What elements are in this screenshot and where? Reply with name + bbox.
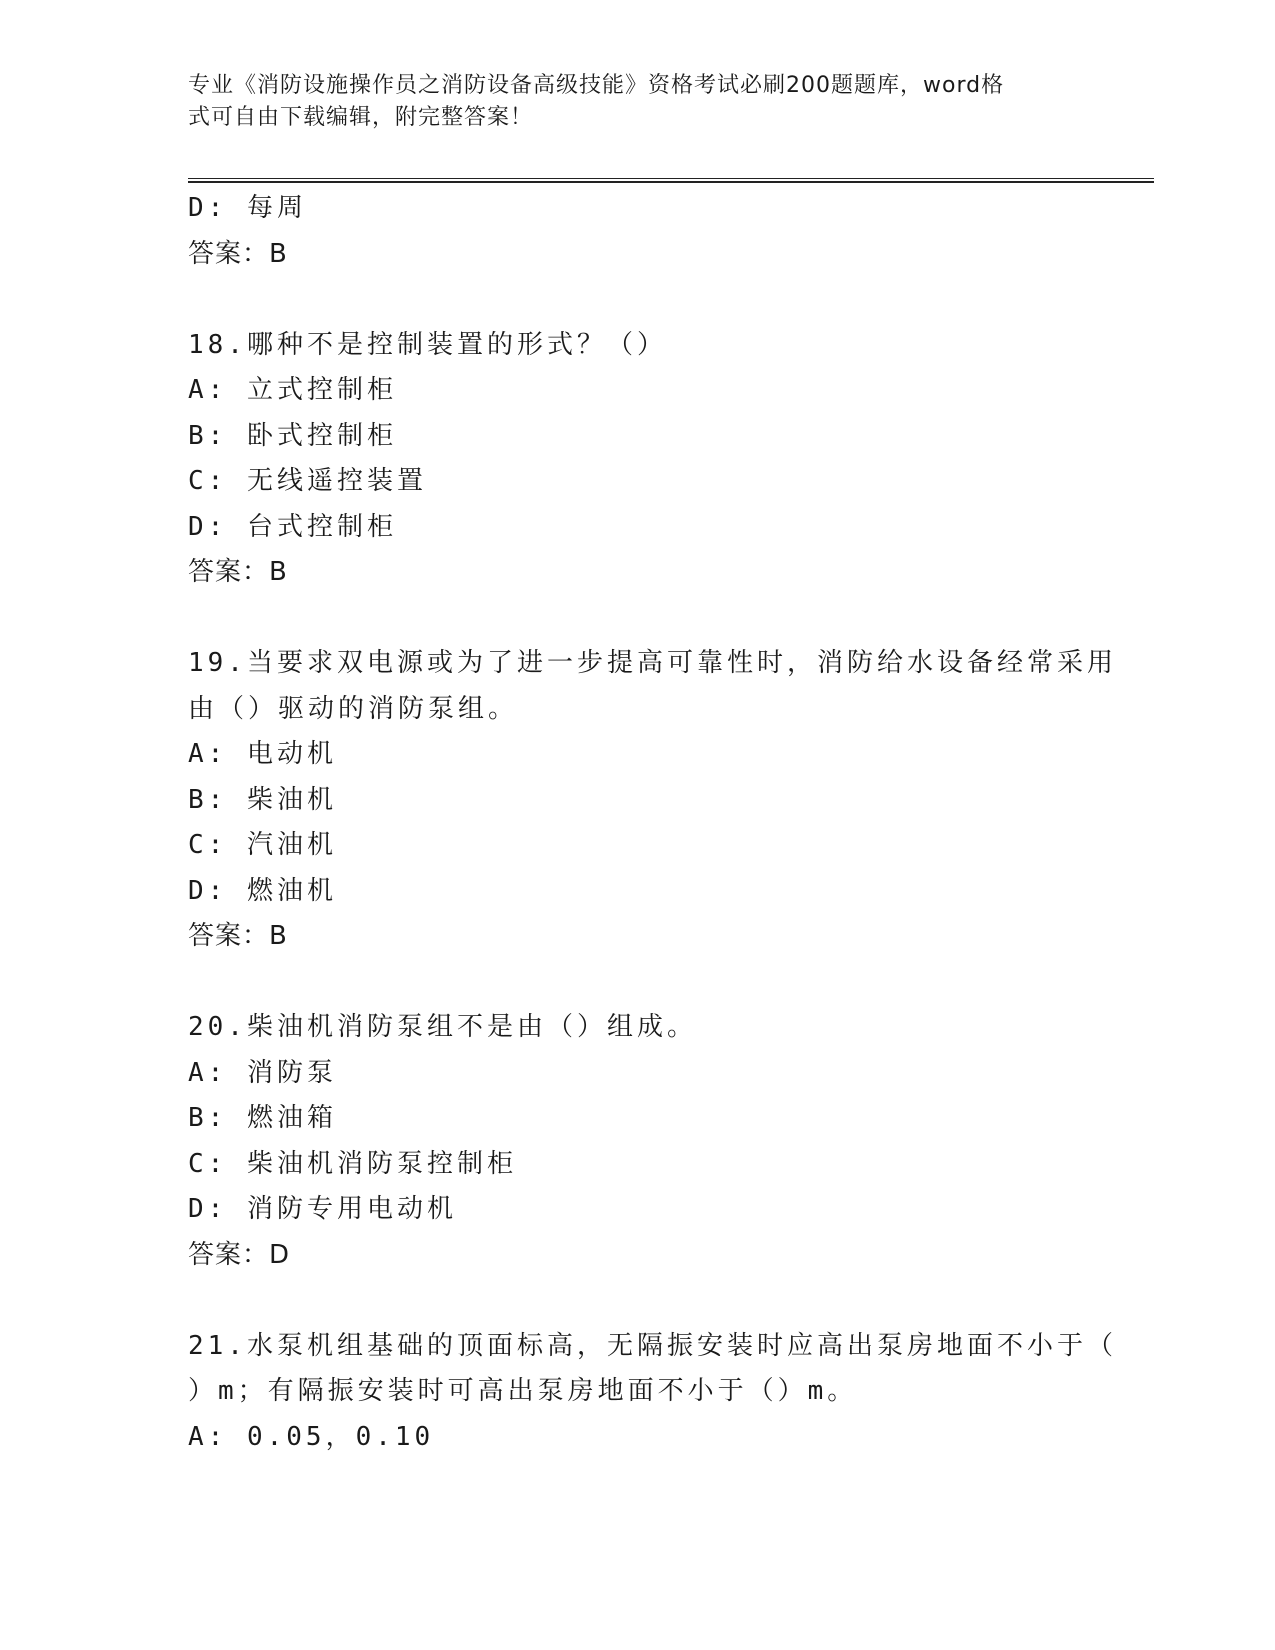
option-a: A: 立式控制柜 [188,375,397,405]
question-title: 18.哪种不是控制装置的形式？（） [188,329,667,360]
answer-line: 答案：B [188,238,288,269]
option-d: D: 台式控制柜 [188,511,397,542]
answer-line: 答案：D [188,1239,291,1270]
question-17-tail [188,186,1088,277]
question-spacer [188,596,1088,642]
option-c: C: 柴油机消防泵控制柜 [188,1148,517,1179]
question-title-line-1: 21.水泵机组基础的顶面标高，无隔振安装时应高出泵房地面不小于（ [188,1330,1117,1361]
question-18 [188,323,1088,596]
option-b: B: 柴油机 [188,784,337,815]
document-header [188,70,1068,134]
option-b: B: 燃油箱 [188,1103,337,1133]
question-title: 20.柴油机消防泵组不是由（）组成。 [188,1012,697,1042]
header-line-1: 专业《消防设施操作员之消防设备高级技能》资格考试必刷200题题库，word格 [188,73,1005,98]
question-list [188,186,1117,1460]
question-title-line-2: 由（）驱动的消防泵组。 [188,693,519,724]
option-c: C: 汽油机 [188,830,337,860]
option-a: A: 电动机 [188,739,337,769]
answer-line: 答案：B [188,921,288,951]
header-line-2: 式可自由下载编辑，附完整答案！ [188,105,534,130]
option-d: D: 每周 [188,193,307,223]
question-spacer [188,1278,1088,1324]
option-d: D: 消防专用电动机 [188,1194,457,1224]
option-d: D: 燃油机 [188,875,337,906]
option-a: A: 消防泵 [188,1057,337,1088]
question-title-line-2: ）m；有隔振安装时可高出泵房地面不小于（）m。 [188,1376,858,1406]
question-21 [188,1324,1117,1461]
header-divider-thin [188,178,1154,179]
question-spacer [188,277,1088,323]
header-divider-thick [188,181,1154,183]
question-19 [188,641,1117,960]
option-b: B: 卧式控制柜 [188,420,397,451]
question-title-line-1: 19.当要求双电源或为了进一步提高可靠性时，消防给水设备经常采用 [188,648,1117,678]
question-spacer [188,960,1088,1006]
answer-line: 答案：B [188,557,288,587]
option-a: A: 0.05，0.10 [188,1421,435,1452]
option-c: C: 无线遥控装置 [188,466,427,496]
question-20 [188,1005,1088,1278]
